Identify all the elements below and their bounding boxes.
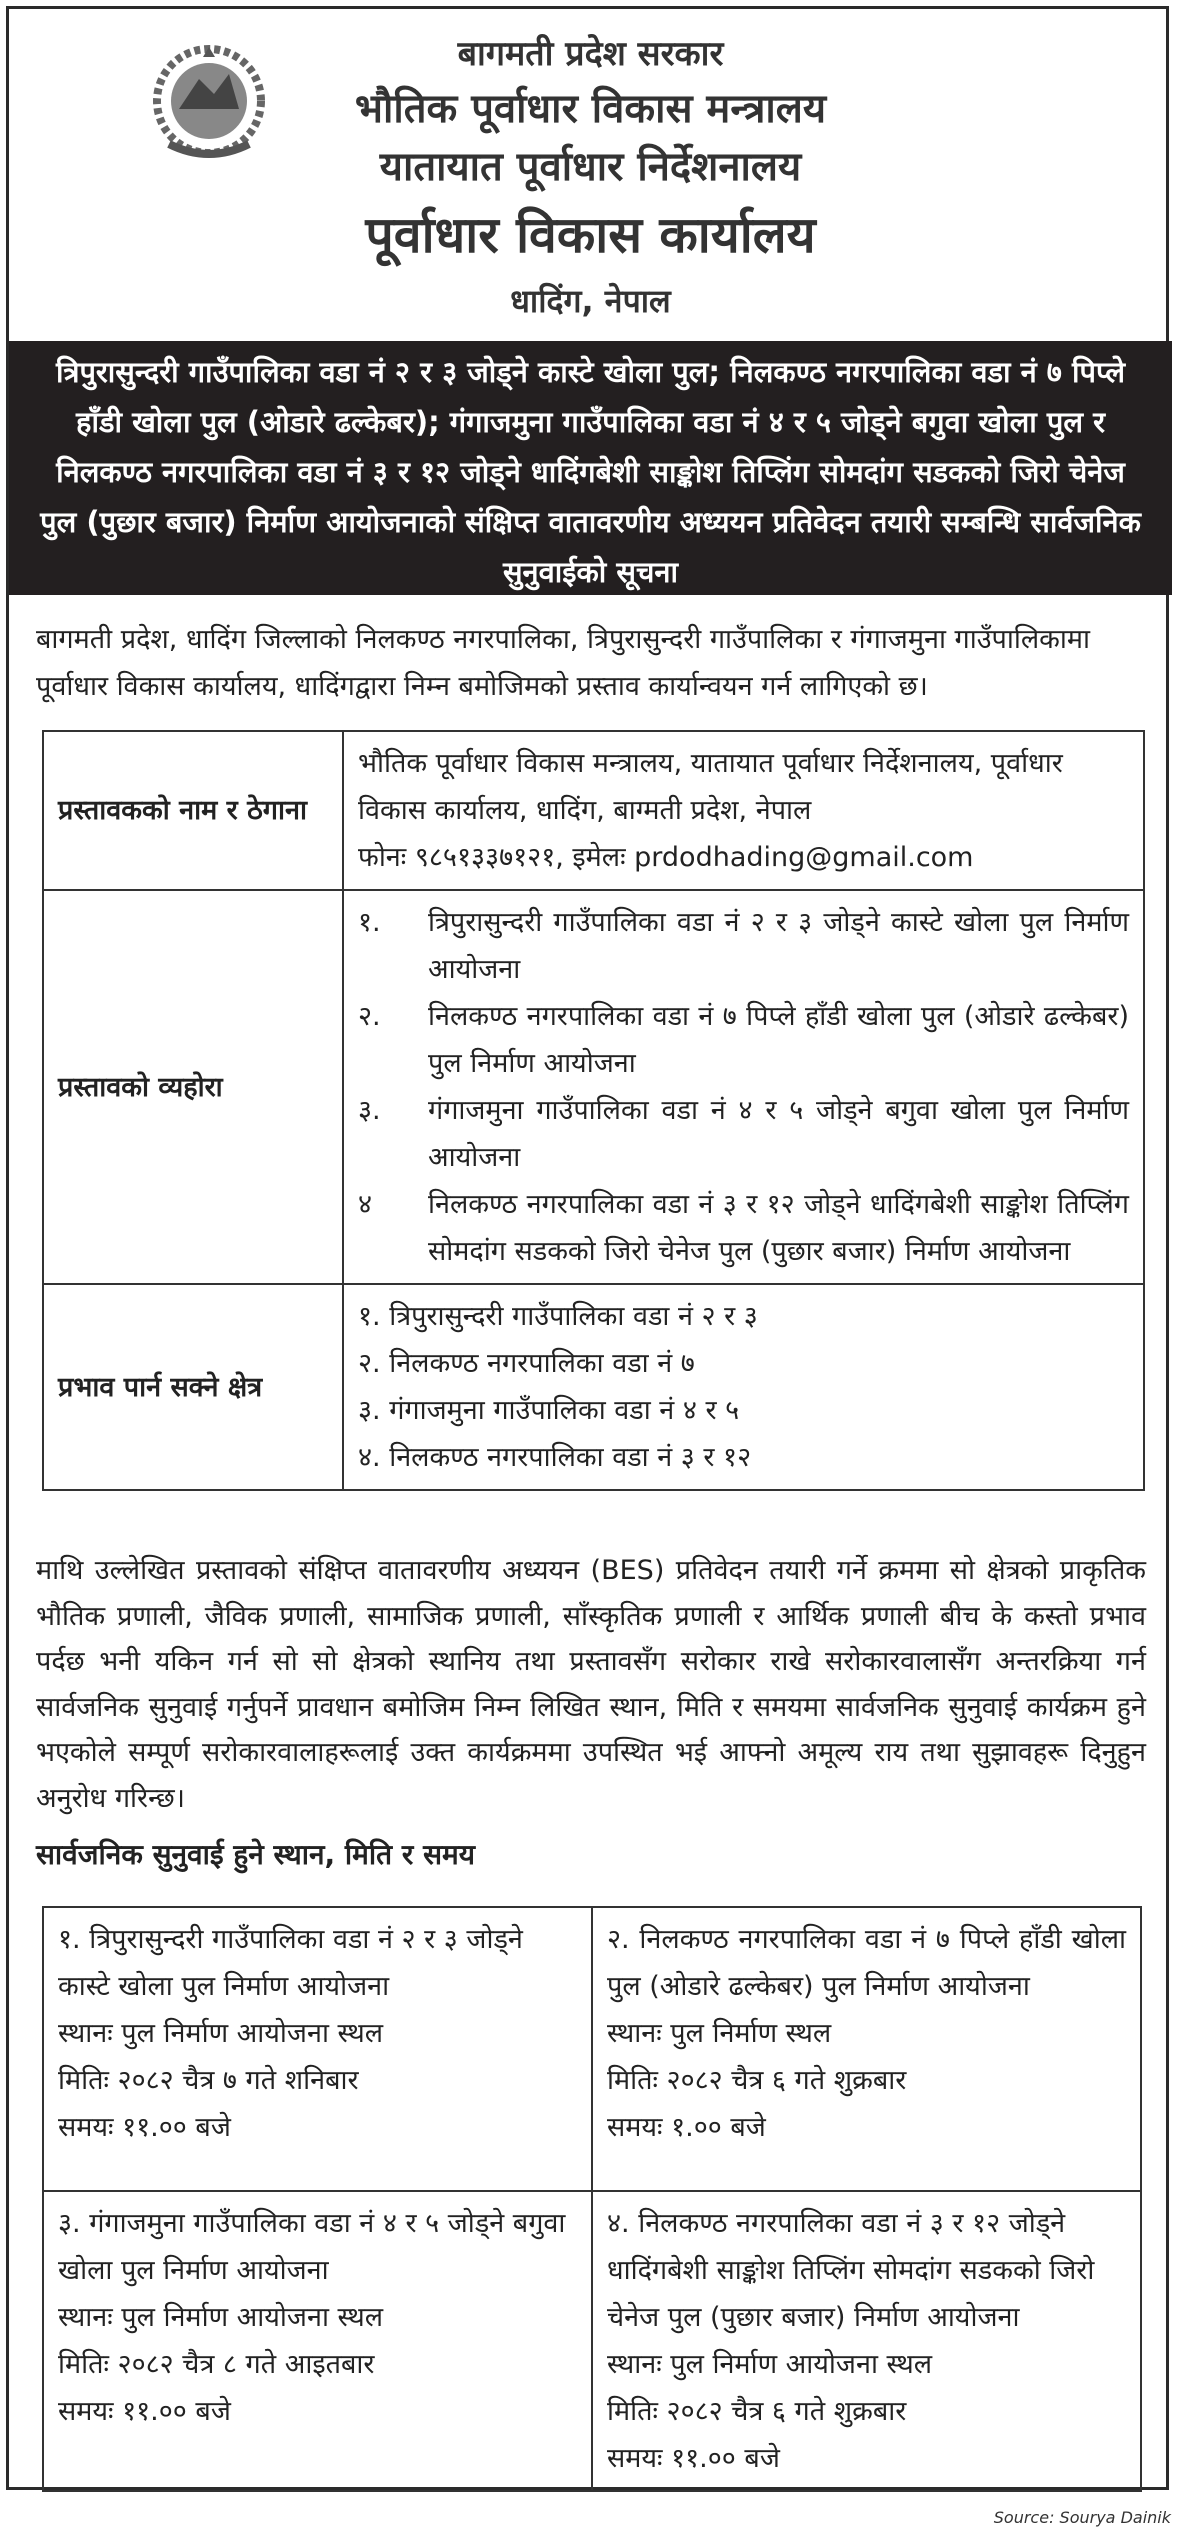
table-row	[43, 1907, 1141, 2191]
header-ministry: भौतिक पूर्वाधार विकास मन्त्रालय	[354, 86, 827, 132]
header-office: पूर्वाधार विकास कार्यालय	[365, 206, 816, 264]
proposer-contact: फोनः ९८५१३३७१२१, इमेलः prdodhading@gmail.com	[358, 842, 974, 873]
notice-paragraph: माथि उल्लेखित प्रस्तावको संक्षिप्त वातावरणीय अध्ययन (BES) प्रतिवेदन तयारी गर्ने क्रममा सो क्षेत्रको प्राकृतिक भौतिक प्रणाली, जैविक प्रणाली, सामाजिक प्रणाली, साँस्कृतिक प्रणाली र आर्थिक प्रणाली बीच के कस्तो प्रभाव पर्दछ भनी यकिन गर्न सो सो क्षेत्रको स्थानिय तथा प्रस्तावसँग सरोकार राखे सरोकारवालासँग अन्तरक्रिया गर्न सार्वजनिक सुनुवाई गर्नुपर्ने प्रावधान बमोजिम निम्न लिखित स्थान, मिति र समयमा सार्वजनिक सुनुवाई कार्यक्रम हुने भएकोले सम्पूर्ण सरोकारवालाहरूलाई उक्त कार्यक्रममा उपस्थित भई आफ्नो अमूल्य राय तथा सुझावहरू दिनुहुन अनुरोध गरिन्छ।	[36, 1555, 1146, 1814]
header-government: बागमती प्रदेश सरकार	[457, 34, 724, 74]
hearing-cell: ३. गंगाजमुना गाउँपालिका वडा नं ४ र ५ जोड्ने बगुवा खोला पुल निर्माण आयोजना स्थानः पुल निर्माण आयोजना स्थल मितिः २०८२ चैत्र ८ गते आइतबार समयः ११.०० बजे	[43, 2191, 592, 2491]
source-credit: Source: Sourya Dainik	[993, 2508, 1171, 2527]
list-item: २. निलकण्ठ नगरपालिका वडा नं ७	[358, 1348, 695, 1379]
list-item: ४ निलकण्ठ नगरपालिका वडा नं ३ र १२ जोड्ने धादिंगबेशी साङ्कोश तिप्लिंग सोमदांग सडकको जिरो चेनेज पुल (पुछार बजार) निर्माण आयोजना	[358, 1189, 1129, 1267]
proposal-label: प्रस्तावको व्यहोरा	[43, 890, 343, 1284]
hearing-cell: १. त्रिपुरासुन्दरी गाउँपालिका वडा नं २ र ३ जोड्ने कास्टे खोला पुल निर्माण आयोजना स्थानः पुल निर्माण आयोजना स्थल मितिः २०८२ चैत्र ७ गते शनिबार समयः ११.०० बजे	[43, 1907, 592, 2191]
notice-header	[9, 9, 1172, 341]
list-item: २. निलकण्ठ नगरपालिका वडा नं ७ पिप्ले हाँडी खोला पुल (ओडारे ढल्केबर) पुल निर्माण आयोजना	[358, 1001, 1129, 1079]
list-item: ३. गंगाजमुना गाउँपालिका वडा नं ४ र ५ जोड्ने बगुवा खोला पुल निर्माण आयोजना	[358, 1095, 1129, 1173]
header-location: धादिंग, नेपाल	[510, 282, 671, 320]
notice-title: त्रिपुरासुन्दरी गाउँपालिका वडा नं २ र ३ जोड्ने कास्टे खोला पुल; निलकण्ठ नगरपालिका वडा नं ७ पिप्ले हाँडी खोला पुल (ओडारे ढल्केबर); गंगाजमुना गाउँपालिका वडा नं ४ र ५ जोड्ने बगुवा खोला पुल र निलकण्ठ नगरपालिका वडा नं ३ र १२ जोड्ने धादिंगबेशी साङ्कोश तिप्लिंग सोमदांग सडकको जिरो चेनेज पुल (पुछार बजार) निर्माण आयोजनाको संक्षिप्त वातावरणीय अध्ययन प्रतिवेदन तयारी सम्बन्धि सार्वजनिक सुनुवाईको सूचना	[9, 341, 1172, 595]
table-row	[43, 2191, 1141, 2491]
table-row	[43, 1284, 1144, 1490]
hearing-cell: ४. निलकण्ठ नगरपालिका वडा नं ३ र १२ जोड्ने धादिंगबेशी साङ्कोश तिप्लिंग सोमदांग सडकको जिरो चेनेज पुल (पुछार बजार) निर्माण आयोजना स्थानः पुल निर्माण आयोजना स्थल मितिः २०८२ चैत्र ६ गते शुक्रबार समयः ११.०० बजे	[592, 2191, 1141, 2491]
hearing-cell: २. निलकण्ठ नगरपालिका वडा नं ७ पिप्ले हाँडी खोला पुल (ओडारे ढल्केबर) पुल निर्माण आयोजना स्थानः पुल निर्माण स्थल मितिः २०८२ चैत्र ६ गते शुक्रबार समयः १.०० बजे	[592, 1907, 1141, 2191]
proposal-table	[42, 730, 1145, 1491]
list-item: १. त्रिपुरासुन्दरी गाउँपालिका वडा नं २ र ३ जोड्ने कास्टे खोला पुल निर्माण आयोजना	[358, 907, 1129, 985]
list-item: ४. निलकण्ठ नगरपालिका वडा नं ३ र १२	[358, 1442, 752, 1473]
list-item: १. त्रिपुरासुन्दरी गाउँपालिका वडा नं २ र ३	[358, 1301, 758, 1332]
table-row	[43, 890, 1144, 1284]
affected-area-label: प्रभाव पार्न सक्ने क्षेत्र	[43, 1284, 343, 1490]
proposer-label: प्रस्तावकको नाम र ठेगाना	[43, 731, 343, 890]
intro-text: बागमती प्रदेश, धादिंग जिल्लाको निलकण्ठ नगरपालिका, त्रिपुरासुन्दरी गाउँपालिका र गंगाजमुना गाउँपालिकामा पूर्वाधार विकास कार्यालय, धादिंगद्वारा निम्न बमोजिमको प्रस्ताव कार्यान्वयन गर्न लागिएको छ।	[36, 624, 1091, 702]
proposer-address: भौतिक पूर्वाधार विकास मन्त्रालय, यातायात पूर्वाधार निर्देशनालय, पूर्वाधार विकास कार्यालय, धादिंग, बाग्मती प्रदेश, नेपाल	[358, 748, 1063, 826]
hearing-heading: सार्वजनिक सुनुवाई हुने स्थान, मिति र समय	[36, 1838, 475, 1871]
header-directorate: यातायात पूर्वाधार निर्देशनालय	[379, 144, 802, 190]
list-item: ३. गंगाजमुना गाउँपालिका वडा नं ४ र ५	[358, 1395, 740, 1426]
table-row	[43, 731, 1144, 890]
hearing-table	[42, 1906, 1142, 2492]
